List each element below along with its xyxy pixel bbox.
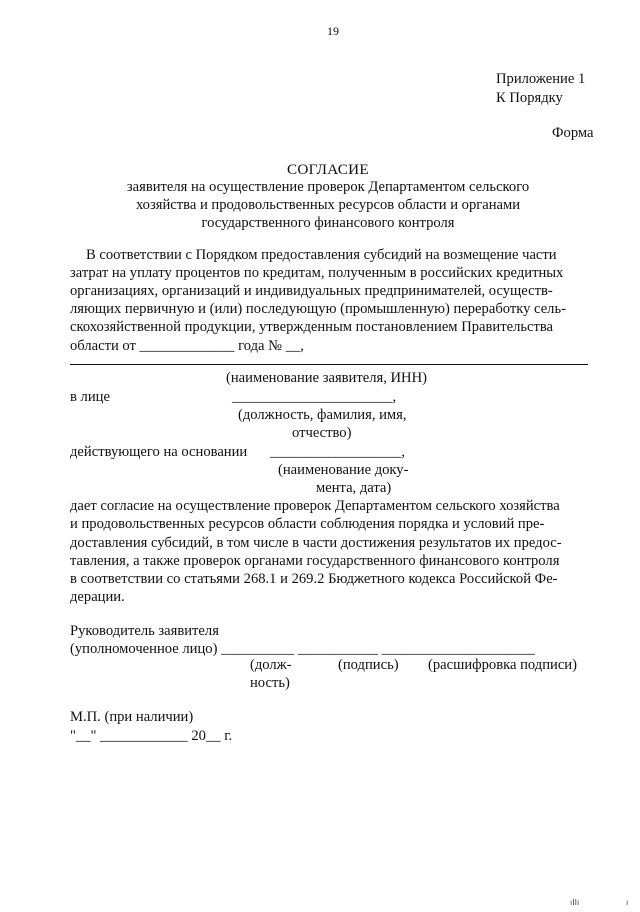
intro-line: организациях, организаций и индивидуальных предпринимателей, осуществ- bbox=[70, 283, 553, 299]
document-caption-1: (наименование доку- bbox=[278, 462, 409, 478]
position-caption-1: (должность, фамилия, имя, bbox=[238, 407, 407, 423]
appendix-line-1: Приложение 1 bbox=[496, 71, 586, 87]
subtitle-line-1: заявителя на осуществление проверок Департаментом сельского bbox=[126, 179, 530, 195]
in-person-label: в лице bbox=[70, 389, 110, 405]
intro-line: ляющих первичную и (или) последующую (промышленную) переработку сель- bbox=[70, 301, 566, 317]
signature-label-2: (уполномоченное лицо) __________ ___________ _____________________ bbox=[70, 641, 535, 657]
form-label: Форма bbox=[552, 125, 594, 141]
consent-line: и продовольственных ресурсов области соблюдения порядка и условий пре- bbox=[70, 516, 545, 532]
intro-line: затрат на уплату процентов по кредитам, полученным в российских кредитных bbox=[70, 265, 564, 281]
date-line: "__" ____________ 20__ г. bbox=[70, 728, 233, 744]
appendix-line-2: К Порядку bbox=[496, 90, 563, 106]
signature-label-1: Руководитель заявителя bbox=[70, 623, 219, 639]
acting-blank: __________________, bbox=[270, 444, 405, 460]
document-caption-2: мента, дата) bbox=[316, 480, 392, 496]
consent-line: доставления субсидий, в том числе в части достижения результатов их предос- bbox=[70, 535, 562, 551]
position-caption-2: отчество) bbox=[292, 425, 352, 441]
consent-line: в соответствии со статьями 268.1 и 269.2 Бюджетного кодекса Российской Фе- bbox=[70, 571, 558, 587]
subtitle-line-2: хозяйства и продовольственных ресурсов области и органами bbox=[135, 197, 521, 213]
acting-label: действующего на основании bbox=[70, 444, 248, 460]
intro-line: скохозяйственной продукции, утвержденным постановлением Правительства bbox=[70, 319, 554, 335]
consent-line: дает согласие на осуществление проверок Департаментом сельского хозяйства bbox=[70, 498, 560, 514]
applicant-blank-line bbox=[70, 364, 588, 365]
in-person-blank: ______________________, bbox=[232, 389, 397, 405]
applicant-caption: (наименование заявителя, ИНН) bbox=[226, 370, 427, 386]
stamp-label: М.П. (при наличии) bbox=[70, 709, 194, 725]
caption-position-2: ность) bbox=[250, 675, 290, 691]
caption-decoding: (расшифровка подписи) bbox=[428, 657, 577, 673]
caption-signature: (подпись) bbox=[338, 657, 399, 673]
footer-mark-right: ı bbox=[626, 898, 629, 907]
document-title: СОГЛАСИЕ bbox=[286, 161, 370, 178]
subtitle-line-3: государственного финансового контроля bbox=[201, 215, 455, 231]
footer-mark-left: ıIIı bbox=[570, 898, 580, 907]
intro-line: области от _____________ года № __, bbox=[70, 338, 304, 354]
page-number: 19 bbox=[327, 24, 339, 38]
consent-line: тавления, а также проверок органами государственного финансового контроля bbox=[70, 553, 560, 569]
caption-position-1: (долж- bbox=[250, 657, 292, 673]
consent-line: дерации. bbox=[70, 589, 125, 605]
intro-line: В соответствии с Порядком предоставления субсидий на возмещение части bbox=[86, 247, 557, 263]
